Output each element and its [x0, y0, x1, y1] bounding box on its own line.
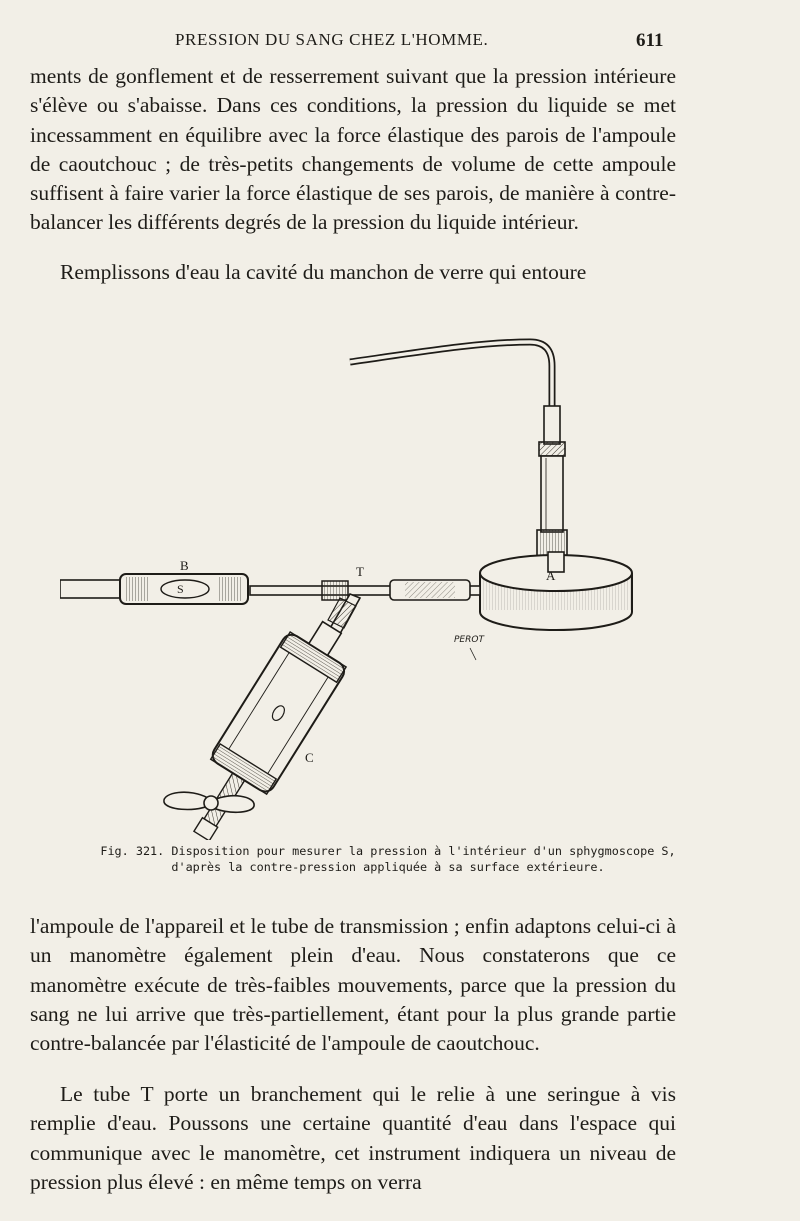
label-c: C — [305, 750, 314, 765]
running-head: PRESSION DU SANG CHEZ L'HOMME. — [175, 30, 489, 49]
paragraph-ampoule: l'ampoule de l'appareil et le tube de transmission ; enfin adaptons celui-ci à un manomètre également plein d'eau. Nous constaterons que ce manomètre exécute de très-faibles mouvements, parce que la pression du sang ne lui arrive que très-partiellement, étant pour la plus grande partie contre-balancée par l'élasticité de l'ampoule de caoutchouc. — [30, 914, 676, 1056]
label-b: B — [180, 558, 189, 573]
caption-line-1: Fig. 321. Disposition pour mesurer la pression à l'intérieur d'un sphygmoscope S, — [100, 844, 676, 858]
paragraph-tube-t: Le tube T porte un branchement qui le relie à une seringue à vis remplie d'eau. Poussons une certaine quantité d'eau dans l'espace qui communique avec le manomètre, cet instrument indiquera un niveau de pression plus élevé : en même temps on verra — [30, 1082, 676, 1194]
caption-line-2: d'après la contre-pression appliquée à sa surface extérieure. — [171, 860, 605, 874]
reservoir-a — [480, 552, 632, 630]
label-s: S — [177, 582, 184, 596]
label-t: T — [356, 564, 364, 579]
paragraph-continuation: ments de gonflement et de resserrement suivant que la pression intérieure s'élève ou s'abaisse. Dans ces conditions, la pression du liquide se met incessamment en équilibre avec la force élastique des parois de l'ampoule de caoutchouc ; de très-petits changements de volume de cette ampoule suffisent à faire varier la force élastique de ses parois, de manière à contre-balancer les différents degrés de la pression du liquide intérieur. — [30, 64, 676, 235]
syringe-handle — [164, 792, 254, 812]
transmission-tube — [250, 564, 480, 600]
paragraph-remplissons: Remplissons d'eau la cavité du manchon de verre qui entoure — [60, 260, 587, 284]
sphygmoscope-illustration — [60, 330, 750, 840]
manometer-column — [537, 406, 567, 556]
sphygmoscope-b — [60, 558, 248, 604]
figure-caption — [78, 843, 698, 875]
figure-321 — [60, 330, 750, 840]
page-number: 611 — [636, 30, 664, 51]
engraver-signature: PEROT — [454, 635, 484, 645]
label-a: A — [546, 568, 556, 583]
manometer-tube — [350, 342, 552, 408]
